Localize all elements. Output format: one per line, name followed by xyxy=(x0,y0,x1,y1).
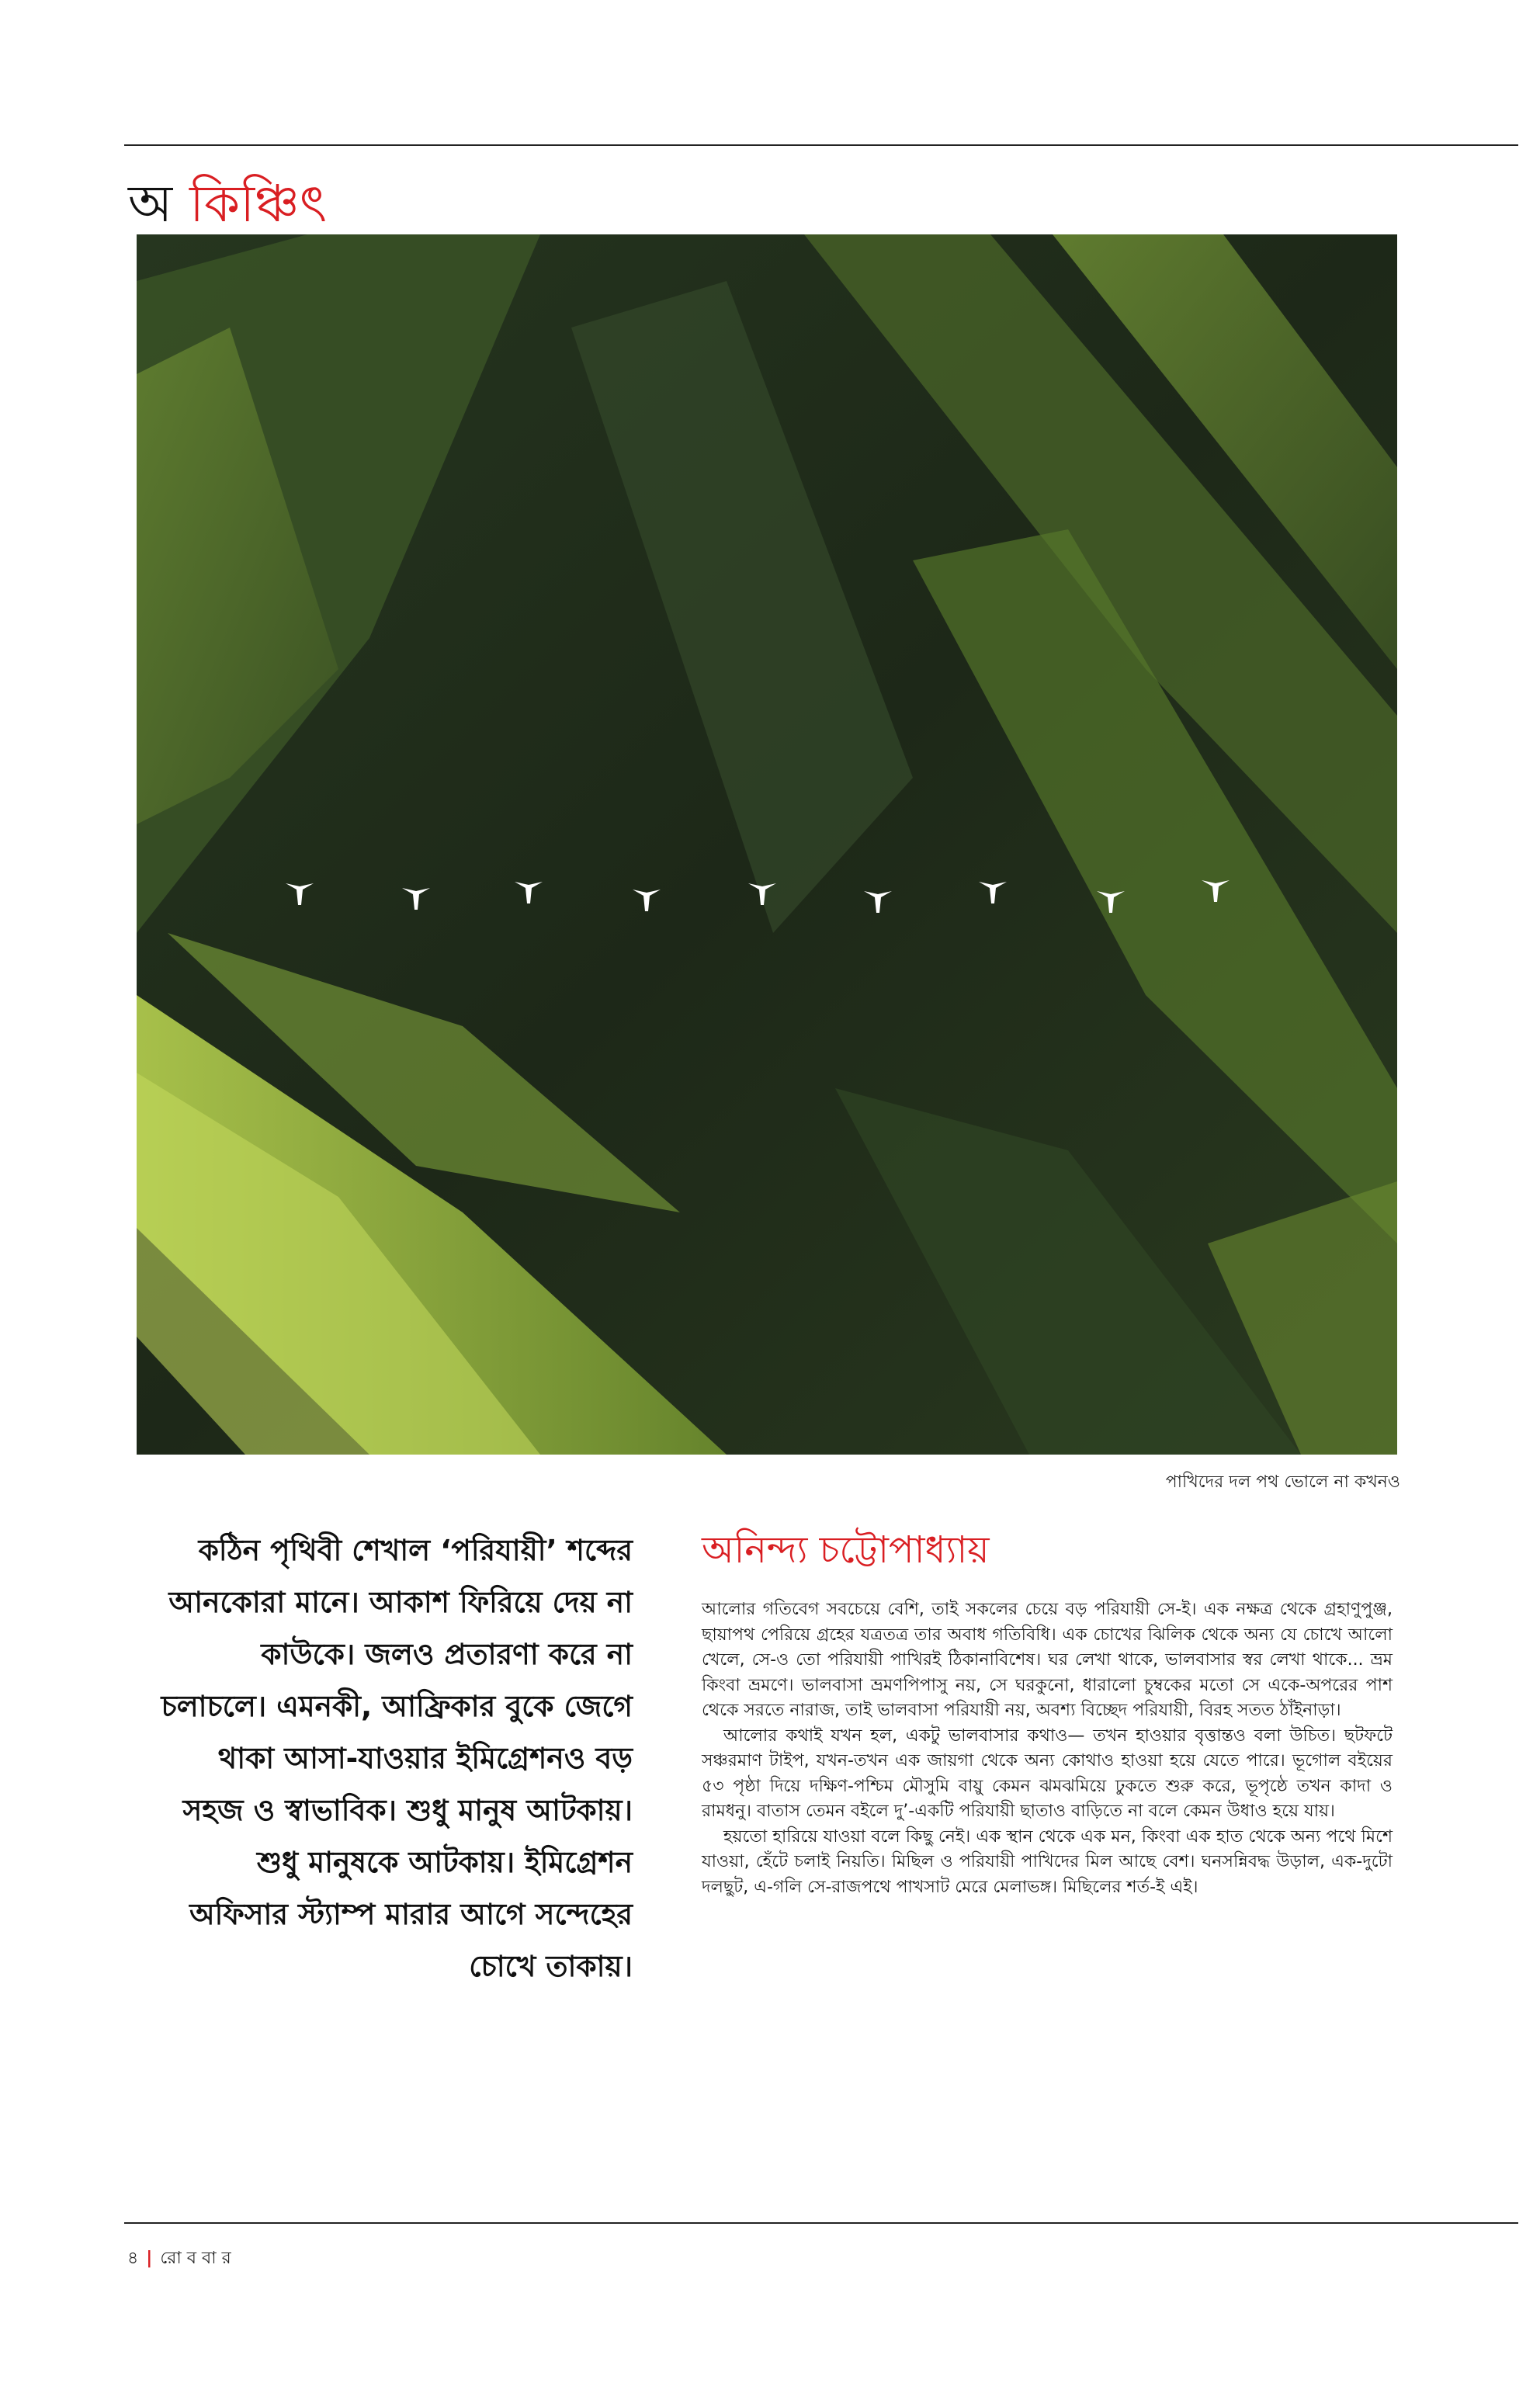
photo-caption: পাখিদের দল পথ ভোলে না কখনও xyxy=(1165,1472,1400,1492)
magazine-name: রো ব বা র xyxy=(160,2249,231,2268)
author-byline: অনিন্দ্য চট্টোপাধ্যায় xyxy=(702,1528,990,1572)
body-paragraph: আলোর কথাই যখন হল, একটু ভালবাসার কথাও— তখন হাওয়ার বৃত্তান্তও বলা উচিত। ছটফটে সঞ্চরমাণ টাইপ, যখন-তখন এক জায়গা থেকে অন্য কোথাও হাওয়া হয়ে যেতে পারে। ভূগোল বইয়ের ৫৩ পৃষ্ঠা দিয়ে দক্ষিণ-পশ্চিম মৌসুমি বায়ু কেমন ঝমঝমিয়ে ঢুকতে শুরু করে, ভূপৃষ্ঠে তখন কাদা ও রামধনু। বাতাস তেমন বইলে দু’-একটি পরিযায়ী ছাতাও বাড়িতে না বলে কেমন উধাও হয়ে যায়। xyxy=(702,1725,1393,1821)
section-title: কিঞ্চিৎ xyxy=(189,174,328,234)
body-paragraph: আলোর গতিবেগ সবচেয়ে বেশি, তাই সকলের চেয়ে বড় পরিযায়ী সে-ই। এক নক্ষত্র থেকে গ্রহাণুপুঞ্জ, ছায়াপথ পেরিয়ে গ্রহের যত্রতত্র তার অবাধ গতিবিধি। এক চোখের ঝিলিক থেকে অন্য যে চোখে আলো খেলে, সে-ও তো পরিযায়ী পাখিরই ঠিকানাবিশেষ। ঘর লেখা থাকে, ভালবাসার স্বর লেখা থাকে... ভ্রম কিংবা ভ্রমণে। ভালবাসা ভ্রমণপিপাসু নয়, সে ঘরকুনো, ধারালো চুম্বকের মতো সে একে-অপরের পাশ থেকে সরতে নারাজ, তাই ভালবাসা পরিযায়ী নয়, অবশ্য বিচ্ছেদ পরিযায়ী, বিরহ সতত ঠাঁইনাড়া। xyxy=(702,1600,1393,1720)
footer-separator: | xyxy=(146,2249,153,2268)
section-heading xyxy=(128,169,327,239)
article-body xyxy=(702,1597,1393,1900)
mountain-birds-illustration xyxy=(137,234,1397,1455)
feature-photo xyxy=(137,234,1397,1455)
section-prefix: অ xyxy=(128,174,173,234)
page-footer xyxy=(127,2245,231,2273)
page-number: ৪ xyxy=(127,2249,139,2268)
top-rule xyxy=(124,144,1518,146)
bottom-rule xyxy=(124,2222,1518,2224)
pull-quote: কঠিন পৃথিবী শেখাল ‘পরিযায়ী’ শব্দের আনকোরা মানে। আকাশ ফিরিয়ে দেয় না কাউকে। জলও প্রতারণা করে না চলাচলে। এমনকী, আফ্রিকার বুকে জেগে থাকা আসা-যাওয়ার ইমিগ্রেশনও বড় সহজ ও স্বাভাবিক। শুধু মানুষ আটকায়। শুধু মানুষকে আটকায়। ইমিগ্রেশন অফিসার স্ট্যাম্প মারার আগে সন্দেহের চোখে তাকায়। xyxy=(161,1533,633,1983)
body-paragraph: হয়তো হারিয়ে যাওয়া বলে কিছু নেই। এক স্থান থেকে এক মন, কিংবা এক হাত থেকে অন্য পথে মিশে যাওয়া, হেঁটে চলাই নিয়তি। মিছিল ও পরিযায়ী পাখিদের মিল আছে বেশ। ঘনসন্নিবদ্ধ উড়াল, এক-দুটো দলছুট, এ-গলি সে-রাজপথে পাখসাট মেরে মেলাভঙ্গ। মিছিলের শর্ত-ই এই। xyxy=(702,1826,1393,1897)
